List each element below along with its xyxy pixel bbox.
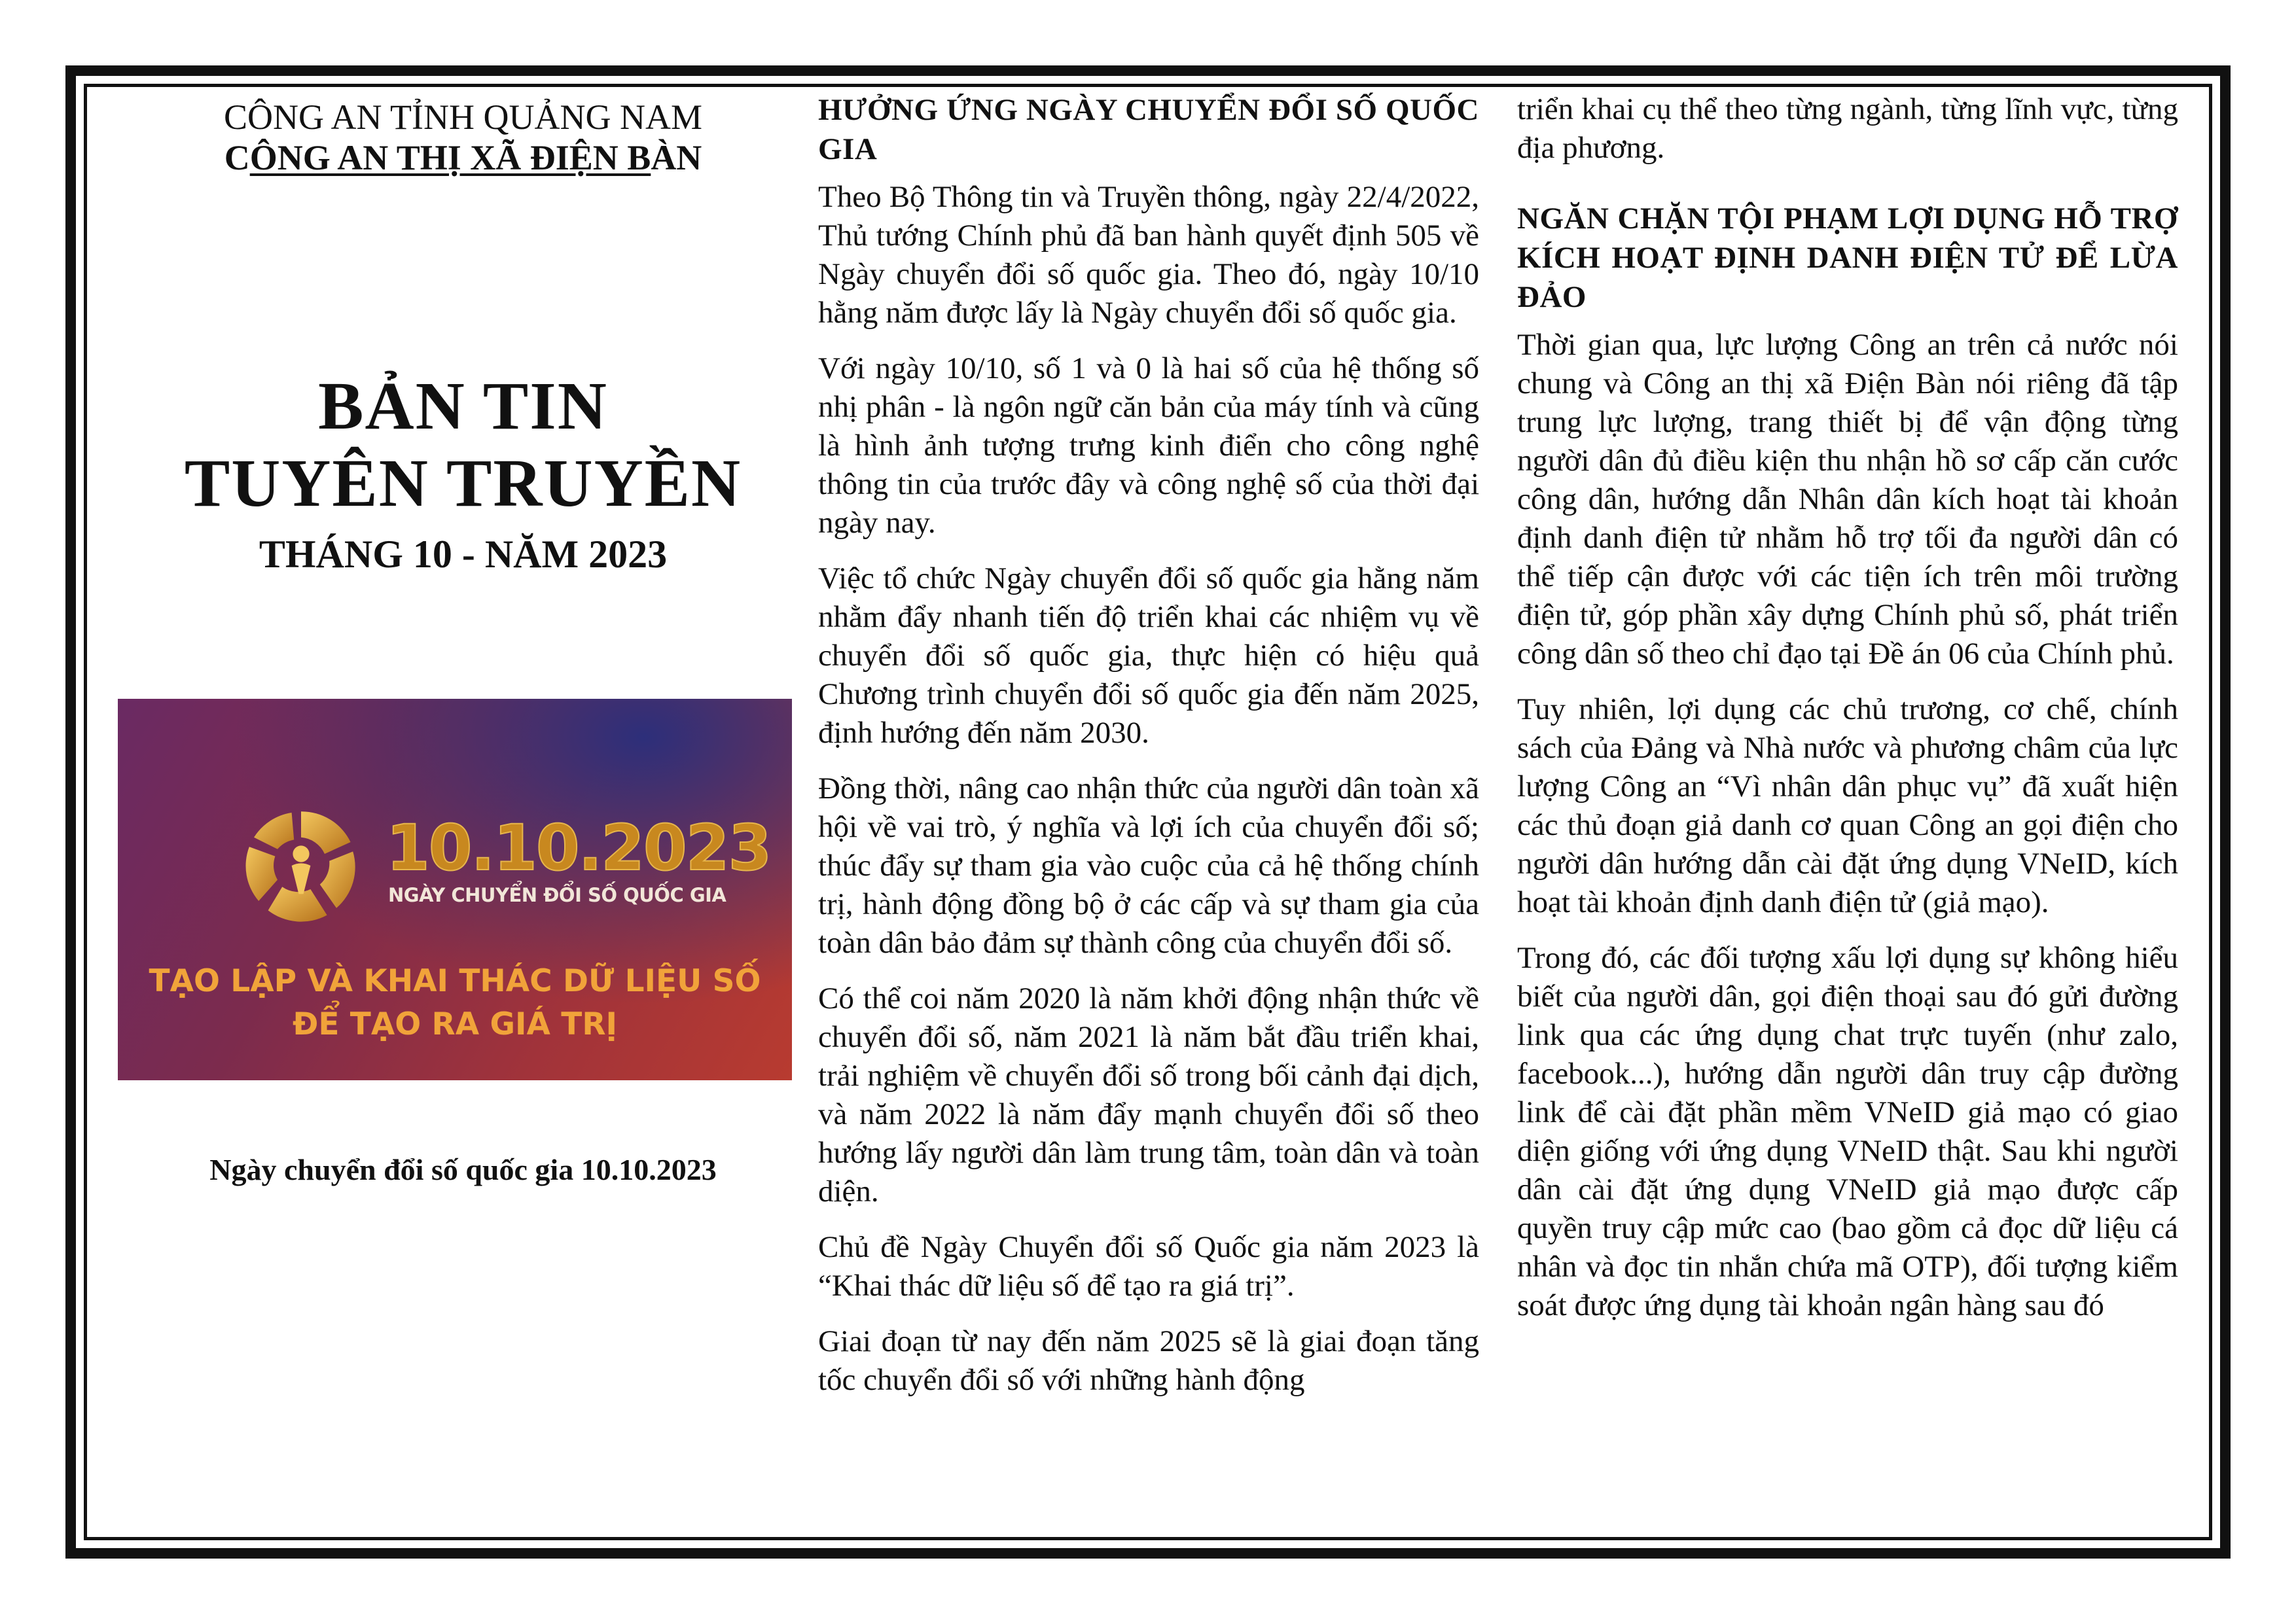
article-1-paragraph: Việc tổ chức Ngày chuyển đổi số quốc gia hằng năm nhằm đẩy nhanh tiến độ triển khai các nhiệm vụ về chuyển đổi số quốc gia, thực hiện có hiệu quả Chương trình chuyển đổi số quốc gia đến năm 2025, định hướng đến năm 2030. bbox=[818, 561, 1479, 750]
banner-slogan-line-2: ĐỂ TẠO RA GIÁ TRỊ bbox=[292, 1006, 618, 1042]
banner-caption: Ngày chuyển đổi số quốc gia 10.10.2023 bbox=[209, 1153, 717, 1186]
unit-line-underlined: ÔNG AN THỊ XÃ ĐIỆN B bbox=[249, 138, 651, 177]
banner-subtitle: NGÀY CHUYỂN ĐỔI SỐ QUỐC GIA bbox=[388, 884, 726, 906]
title-line-2: TUYÊN TRUYỀN bbox=[184, 446, 742, 521]
article-2-paragraph: Thời gian qua, lực lượng Công an trên cả nước nói chung và Công an thị xã Điện Bàn nói riêng đã tập trung lực lượng, trang thiết bị để vận động từng người dân đủ điều kiện thu nhận hồ sơ cấp căn cước công dân, hướng dẫn Nhân dân kích hoạt tài khoản định danh điện tử nhằm hỗ trợ tối đa người dân có thể tiếp cận được với các tiện ích trên môi trường điện tử, góp phần xây dựng Chính phủ số, phát triển công dân số theo chỉ đạo tại Đề án 06 của Chính phủ. bbox=[1517, 328, 2178, 671]
unit-line-tail: ÀN bbox=[651, 138, 702, 177]
article-1-paragraph: Có thể coi năm 2020 là năm khởi động nhận thức về chuyển đổi số, năm 2021 là năm bắt đầu triển khai, trải nghiệm về chuyển đổi số trong bối cảnh đại dịch, và năm 2022 là năm đẩy mạnh chuyển đổi số theo hướng lấy người dân làm trung tâm, toàn dân và toàn diện. bbox=[818, 981, 1479, 1209]
article-2-heading: NGĂN CHẶN TỘI PHẠM LỢI DỤNG HỖ TRỢ KÍCH HOẠT ĐỊNH DANH ĐIỆN TỬ ĐỂ LỪA ĐẢO bbox=[1517, 202, 2178, 314]
article-1-paragraph: Với ngày 10/10, số 1 và 0 là hai số của hệ thống số nhị phân - là ngôn ngữ căn bản của máy tính và cũng là hình ảnh tượng trưng kinh điển cho công nghệ thông tin của trước đây và công nghệ số của thời đại ngày nay. bbox=[818, 351, 1479, 540]
title-line-1: BẢN TIN bbox=[318, 368, 608, 444]
left-column bbox=[118, 90, 808, 1186]
aperture-logo-icon bbox=[242, 807, 360, 925]
right-column bbox=[1517, 90, 2178, 1342]
issue-date: THÁNG 10 - NĂM 2023 bbox=[259, 533, 668, 576]
article-2-paragraph: Tuy nhiên, lợi dụng các chủ trương, cơ chế, chính sách của Đảng và Nhà nước và phương châm của lực lượng Công an “Vì nhân dân phục vụ” đã xuất hiện các thủ đoạn giả danh cơ quan Công an gọi điện cho người dân hướng dẫn cài đặt ứng dụng VNeID, kích hoạt tài khoản định danh điện tử (giả mạo). bbox=[1517, 692, 2178, 919]
agency-line: CÔNG AN TỈNH QUẢNG NAM bbox=[223, 97, 702, 137]
newsletter-title bbox=[118, 368, 808, 522]
article-1-continuation: triển khai cụ thể theo từng ngành, từng lĩnh vực, từng địa phương. bbox=[1517, 92, 2178, 165]
banner-date: 10.10.2023 bbox=[386, 811, 771, 885]
article-1-paragraph: Theo Bộ Thông tin và Truyền thông, ngày 22/4/2022, Thủ tướng Chính phủ đã ban hành quyết định 505 về Ngày chuyển đổi số quốc gia. Theo đó, ngày 10/10 hằng năm được lấy là Ngày chuyển đổi số quốc gia. bbox=[818, 180, 1479, 330]
article-1-paragraph: Chủ đề Ngày Chuyển đổi số Quốc gia năm 2023 là “Khai thác dữ liệu số để tạo ra giá trị”. bbox=[818, 1230, 1479, 1303]
middle-column bbox=[818, 90, 1479, 1417]
agency-header bbox=[118, 97, 808, 178]
article-1-heading: HƯỞNG ỨNG NGÀY CHUYỂN ĐỔI SỐ QUỐC GIA bbox=[818, 93, 1479, 166]
unit-line-lead: C bbox=[224, 138, 250, 177]
article-1-paragraph: Đồng thời, nâng cao nhận thức của người dân toàn xã hội về vai trò, ý nghĩa và lợi ích của chuyển đổi số; thúc đẩy sự tham gia vào cuộc của cả hệ thống chính trị, hành động đồng bộ ở các cấp và sự tham gia của toàn dân bảo đảm sự thành công của chuyển đổi số. bbox=[818, 771, 1479, 960]
article-1-paragraph: Giai đoạn từ nay đến năm 2025 sẽ là giai đoạn tăng tốc chuyển đổi số với những hành động bbox=[818, 1324, 1479, 1397]
article-2-paragraph: Trong đó, các đối tượng xấu lợi dụng sự không hiểu biết của người dân, gọi điện thoại sau đó gửi đường link qua các ứng dụng chat trực tuyến (như zalo, facebook...), hướng dẫn người dân truy cập đường link để cài đặt phần mềm VNeID giả mạo có giao diện giống với ứng dụng VNeID thật. Sau khi người dân cài đặt ứng dụng VNeID giả mạo được cấp quyền truy cập mức cao (bao gồm cả đọc dữ liệu cá nhân và đọc tin nhắn chứa mã OTP), đối tượng kiểm soát được ứng dụng tài khoản ngân hàng sau đó bbox=[1517, 941, 2178, 1322]
banner-slogan-line-1: TẠO LẬP VÀ KHAI THÁC DỮ LIỆU SỐ bbox=[149, 963, 761, 999]
digital-transformation-banner bbox=[118, 699, 792, 1080]
unit-line bbox=[118, 137, 808, 178]
